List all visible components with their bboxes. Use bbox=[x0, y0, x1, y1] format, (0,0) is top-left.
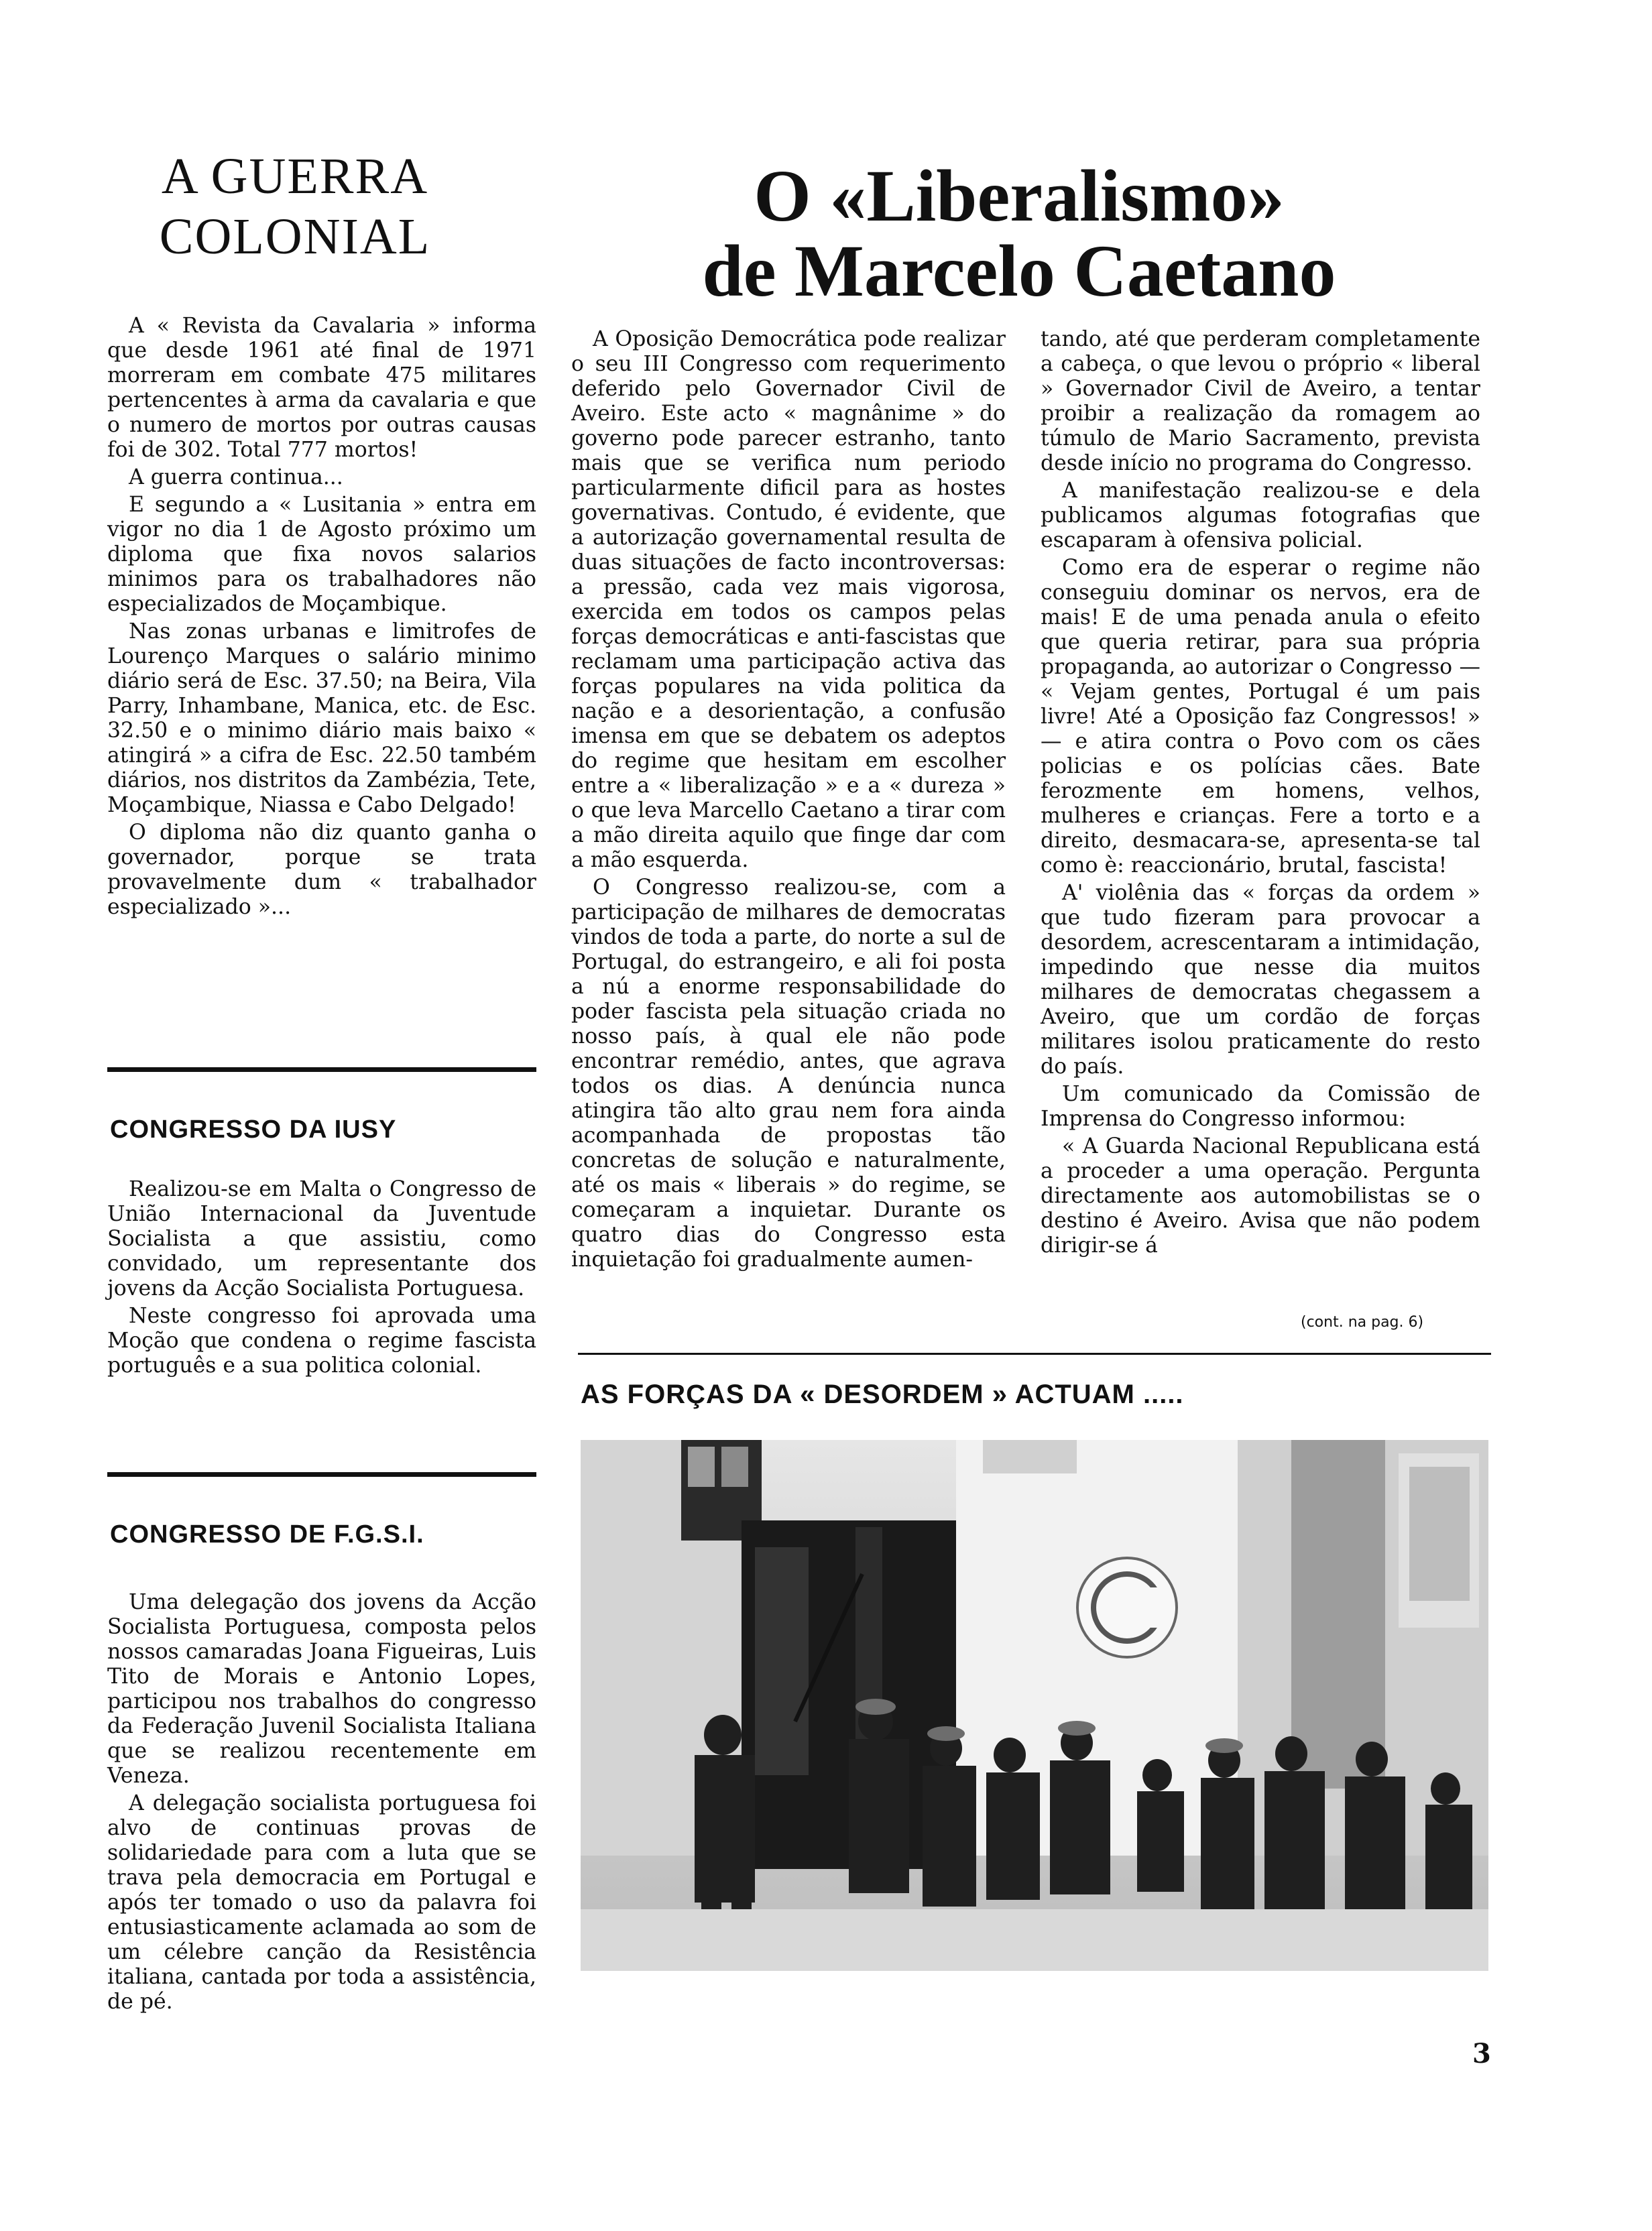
protest-photo-image bbox=[581, 1440, 1488, 1971]
page-number: 3 bbox=[1472, 2038, 1491, 2069]
guerra-paragraph: Nas zonas urbanas e limitrofes de Lourenço Marques o salário minimo diário será de Esc. 37.50; na Beira, Vila Parry, Inhambane, Manica, etc. de Esc. 32.50 e o minimo diário mais baixo « atingirá » a cifra de Esc. 22.50 também diários, nos distritos da Zambézia, Tete, Moçambique, Niassa e Cabo Delgado! bbox=[107, 619, 536, 817]
main-headline bbox=[577, 155, 1462, 312]
iusy-body bbox=[107, 1177, 536, 1381]
iusy-heading: CONGRESSO DA IUSY bbox=[110, 1116, 397, 1144]
continued-note: (cont. na pag. 6) bbox=[1301, 1314, 1424, 1331]
fgsi-paragraph: A delegação socialista portuguesa foi alvo de continuas provas de solidariedade para com a luta que se trava pela democracia em Portugal e após ter tomado o uso da palavra foi entusiasticamente aclamada ao som de um célebre canção da Resistência italiana, cantada por toda a assistência, de pé. bbox=[107, 1791, 536, 2014]
guerra-paragraph: A guerra continua... bbox=[129, 465, 343, 489]
headline-line2: de Marcelo Caetano bbox=[702, 230, 1336, 312]
section-divider bbox=[107, 1472, 536, 1477]
guerra-title-line2: COLONIAL bbox=[159, 208, 431, 265]
article-paragraph: A' violênia das « forças da ordem » que tudo fizeram para provocar a desordem, acrescentaram a intimidação, impedindo que nesse dia muitos milhares de democratas chegassem a Aveiro, que um cordão de forças militares isolou praticamente do resto do país. bbox=[1041, 881, 1480, 1079]
article-paragraph: « A Guarda Nacional Republicana está a proceder a uma operação. Pergunta directamente aos automobilistas se o destino é Aveiro. Avisa que não podem dirigir-se á bbox=[1041, 1134, 1480, 1258]
headline-line1: O «Liberalismo» bbox=[754, 155, 1285, 237]
guerra-paragraph: O diploma não diz quanto ganha o governador, porque se trata provavelmente dum « trabalhador especializado »... bbox=[107, 821, 536, 919]
article-paragraph: Como era de esperar o regime não conseguiu dominar os nervos, era de mais! E de uma penada anula o efeito que queria retirar, para sua própria propaganda, ao autorizar o Congresso — « Vejam gentes, Portugal é um pais livre! Até a Oposição faz Congressos! » — e atira contra o Povo com os cães policias e os polícias cães. Bate ferozmente em homens, velhos, mulheres e crianças. Fere a torto e a direito, desmacara-se, apresenta-se tal como è: reaccionário, brutal, fascista! bbox=[1041, 556, 1480, 878]
protest-photo bbox=[581, 1440, 1488, 1971]
guerra-colonial-title bbox=[107, 146, 483, 267]
guerra-paragraph: E segundo a « Lusitania » entra em vigor no dia 1 de Agosto próximo um diploma que fixa novos salarios minimos para os trabalhadores não especializados de Moçambique. bbox=[107, 493, 536, 616]
fgsi-paragraph: Uma delegação dos jovens da Acção Socialista Portuguesa, composta pelos nossos camaradas Joana Figueiras, Luis Tito de Morais e Antonio Lopes, participou nos trabalhos do congresso da Federação Juvenil Socialista Italiana que se realizou recentemente em Veneza. bbox=[107, 1590, 536, 1788]
article-column-2 bbox=[1041, 327, 1480, 1261]
article-paragraph: A Oposição Democrática pode realizar o seu III Congresso com requerimento deferido pelo Governador Civil de Aveiro. Este acto « magnânime » do governo pode parecer estranho, tanto mais que se verifica num periodo particularmente dificil para as hostes governativas. Contudo, é evidente, que a autorização governamental resulta de duas situações de facto incontroversas: a pressão, cada vez mais vigorosa, exercida em todos os campos pelas forças democráticas e anti-fascistas que reclamam uma participação activa das forças populares na vida politica da nação e a desorientação, a confusão imensa em que se debatem os adeptos do regime que hesitam em escolher entre a « liberalização » e a « dureza » o que leva Marcello Caetano a tirar com a mão direita aquilo que finge dar com a mão esquerda. bbox=[571, 327, 1006, 872]
section-divider bbox=[107, 1067, 536, 1072]
guerra-title-line1: A GUERRA bbox=[161, 148, 429, 204]
article-paragraph: A manifestação realizou-se e dela publicamos algumas fotografias que escaparam à ofensiva policial. bbox=[1041, 479, 1480, 552]
fgsi-heading: CONGRESSO DE F.G.S.I. bbox=[110, 1520, 424, 1549]
article-column-1 bbox=[571, 327, 1006, 1275]
photo-caption: AS FORÇAS DA « DESORDEM » ACTUAM ..... bbox=[581, 1380, 1184, 1409]
fgsi-body bbox=[107, 1590, 536, 2017]
article-paragraph: tando, até que perderam completamente a cabeça, o que levou o próprio « liberal » Governador Civil de Aveiro, a tentar proibir a realização da romagem ao túmulo de Mario Sacramento, prevista desde início no programa do Congresso. bbox=[1041, 327, 1480, 475]
guerra-paragraph: A « Revista da Cavalaria » informa que desde 1961 até final de 1971 morreram em combate 475 militares pertencentes à arma da cavalaria e que o numero de mortos por outras causas foi de 302. Total 777 mortos! bbox=[107, 314, 536, 462]
iusy-paragraph: Realizou-se em Malta o Congresso de União Internacional da Juventude Socialista a que assistiu, como convidado, um representante dos jovens da Acção Socialista Portuguesa. bbox=[107, 1177, 536, 1301]
article-paragraph: O Congresso realizou-se, com a participação de milhares de democratas vindos de toda a parte, do norte a sul de Portugal, do estrangeiro, e ali foi posta a nú a enorme responsabilidade do poder fascista pela situação criada no nosso país, à qual ele não pode encontrar remédio, antes, que agrava todos os dias. A denúncia nunca atingira tão alto grau nem fora ainda acompanhada de propostas tão concretas de solução e naturalmente, até os mais « liberais » do regime, se começaram a inquietar. Durante os quatro dias do Congresso esta inquietação foi gradualmente aumen- bbox=[571, 876, 1006, 1272]
caption-rule bbox=[578, 1353, 1491, 1355]
guerra-colonial-body bbox=[107, 314, 536, 922]
iusy-paragraph: Neste congresso foi aprovada uma Moção que condena o regime fascista português e a sua politica colonial. bbox=[107, 1304, 536, 1378]
article-paragraph: Um comunicado da Comissão de Imprensa do Congresso informou: bbox=[1041, 1082, 1480, 1131]
